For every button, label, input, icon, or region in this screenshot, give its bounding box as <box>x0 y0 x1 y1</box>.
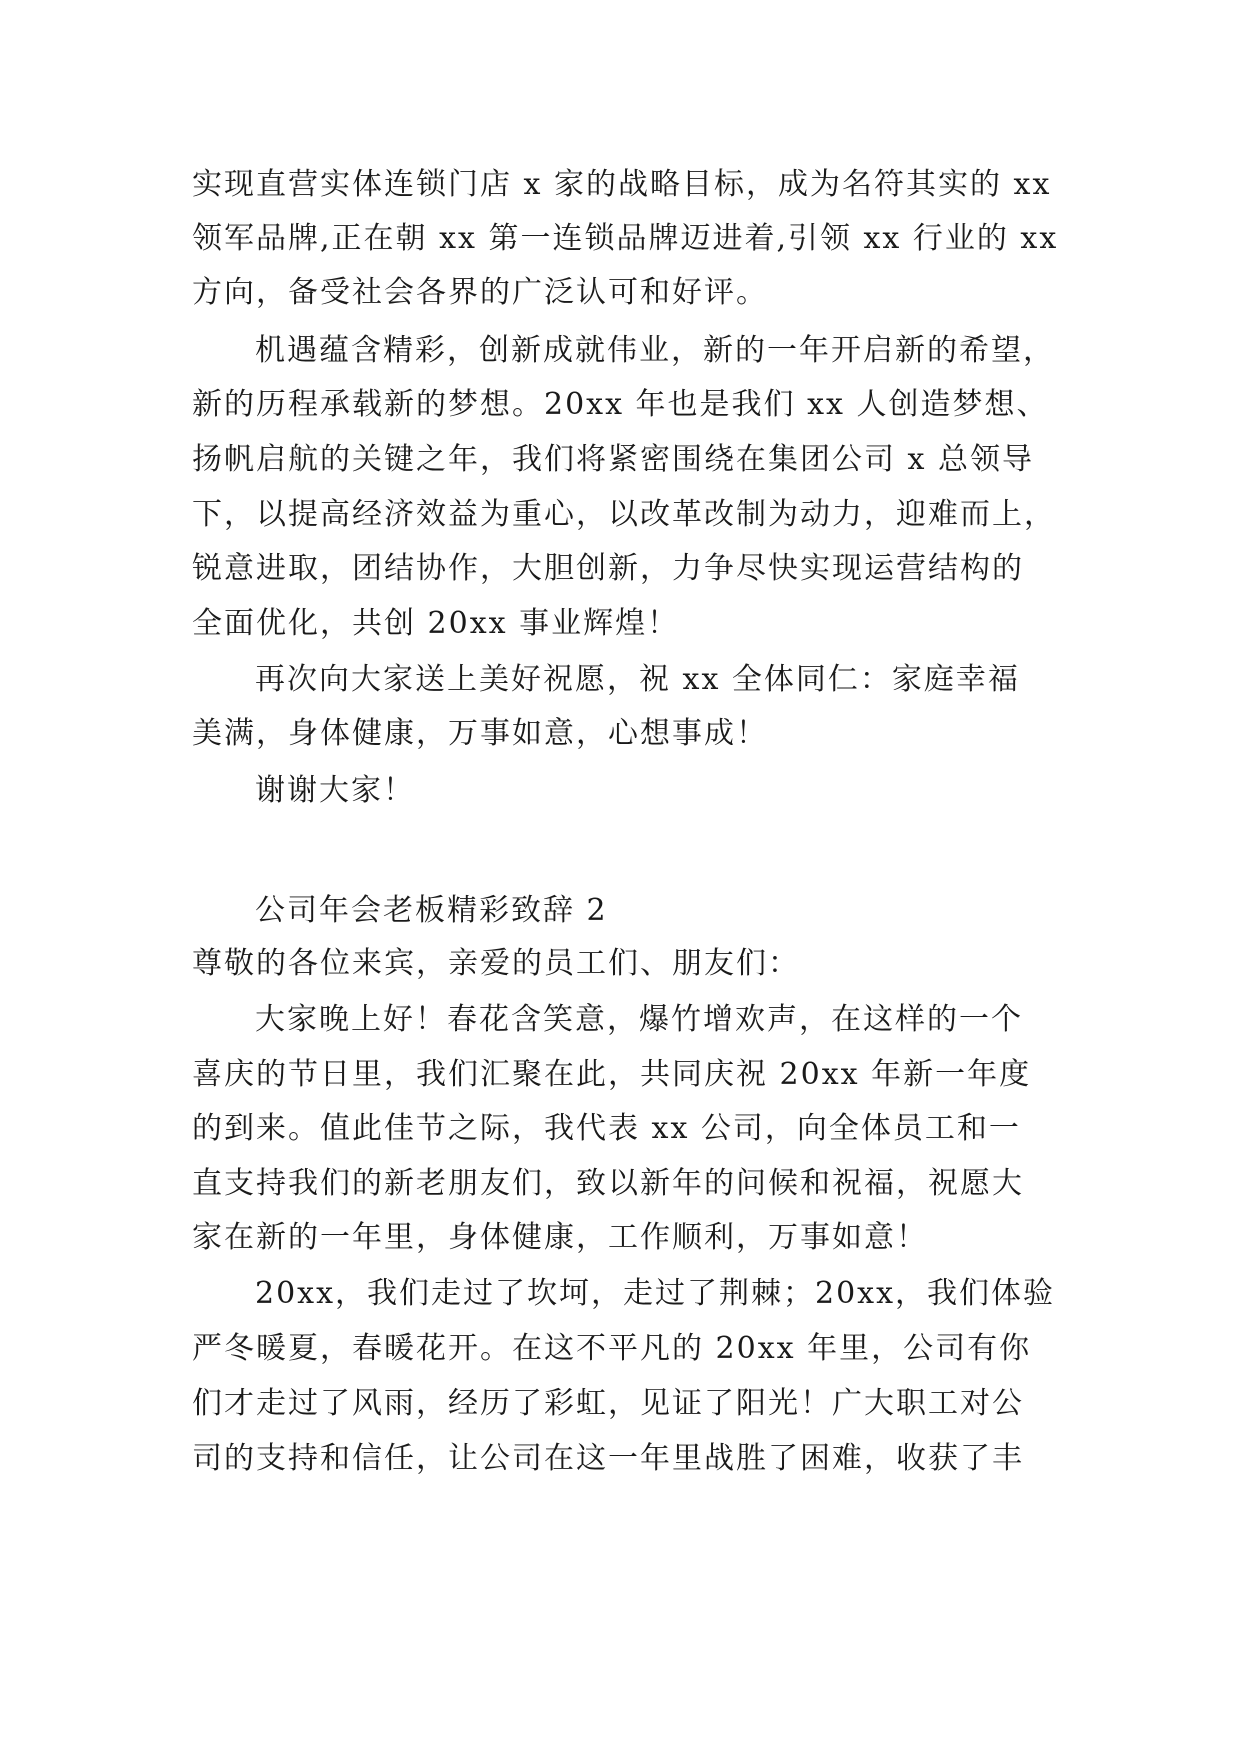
paragraph-line: 喜庆的节日里，我们汇聚在此，共同庆祝 20xx 年新一年度 <box>192 1057 1032 1092</box>
paragraph-line: 们才走过了风雨，经历了彩虹，见证了阳光！广大职工对公 <box>192 1386 1024 1421</box>
paragraph-line: 美满，身体健康，万事如意，心想事成！ <box>192 716 768 751</box>
paragraph-line: 的到来。值此佳节之际，我代表 xx 公司，向全体员工和一 <box>192 1111 1021 1146</box>
paragraph-line: 领军品牌,正在朝 xx 第一连锁品牌迈进着,引领 xx 行业的 xx <box>192 221 1059 256</box>
paragraph-line: 大家晚上好！春花含笑意，爆竹增欢声，在这样的一个 <box>255 1002 1023 1037</box>
paragraph-line: 实现直营实体连锁门店 x 家的战略目标，成为名符其实的 xx <box>192 167 1052 202</box>
paragraph-line: 家在新的一年里，身体健康，工作顺利，万事如意！ <box>192 1220 928 1255</box>
paragraph-line: 全面优化，共创 20xx 事业辉煌！ <box>192 606 680 641</box>
paragraph-line: 谢谢大家！ <box>255 773 415 808</box>
paragraph-line: 严冬暖夏，春暖花开。在这不平凡的 20xx 年里，公司有你 <box>192 1331 1032 1366</box>
paragraph-line: 机遇蕴含精彩，创新成就伟业，新的一年开启新的希望， <box>255 333 1055 368</box>
paragraph-line: 新的历程承载新的梦想。20xx 年也是我们 xx 人创造梦想、 <box>192 387 1049 422</box>
greeting-line: 尊敬的各位来宾，亲爱的员工们、朋友们： <box>192 946 800 981</box>
paragraph-line: 直支持我们的新老朋友们，致以新年的问候和祝福，祝愿大 <box>192 1166 1024 1201</box>
paragraph-line: 司的支持和信任，让公司在这一年里战胜了困难，收获了丰 <box>192 1441 1024 1476</box>
section-title: 公司年会老板精彩致辞 2 <box>255 893 608 928</box>
paragraph-line: 扬帆启航的关键之年，我们将紧密围绕在集团公司 x 总领导 <box>192 442 1034 477</box>
paragraph-line: 再次向大家送上美好祝愿，祝 xx 全体同仁：家庭幸福 <box>255 662 1020 697</box>
paragraph-line: 20xx，我们走过了坎坷，走过了荆棘；20xx，我们体验 <box>255 1276 1056 1311</box>
paragraph-line: 方向，备受社会各界的广泛认可和好评。 <box>192 275 768 310</box>
paragraph-line: 锐意进取，团结协作，大胆创新，力争尽快实现运营结构的 <box>192 551 1024 586</box>
paragraph-line: 下，以提高经济效益为重心，以改革改制为动力，迎难而上， <box>192 497 1056 532</box>
